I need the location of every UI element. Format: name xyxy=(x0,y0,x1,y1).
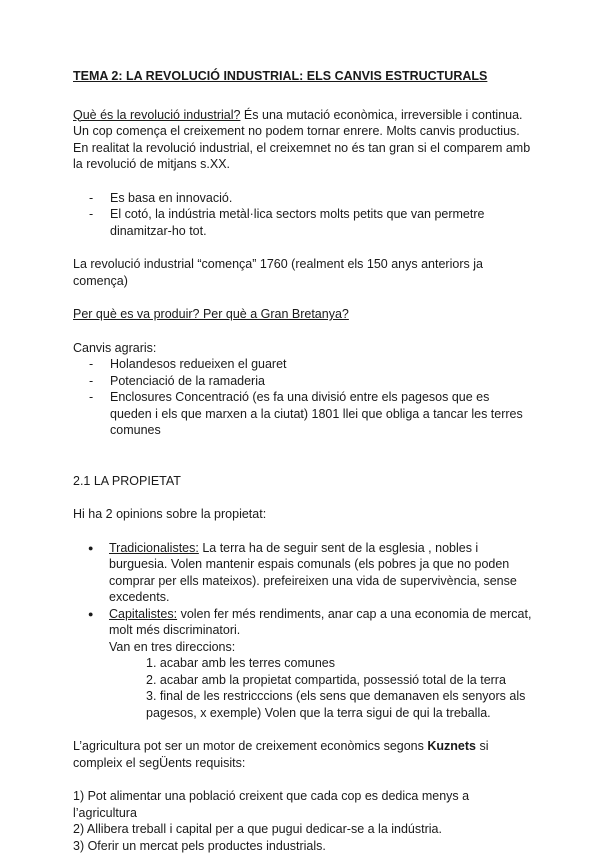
traditionalists-text: La terra ha de seguir sent de la esglesia , nobles i burguesia. Volen mantenir espais comunals (els pobres ja que no poden comprar per ells mateixos). prefeireixen una vida de supervivència, sense excedents. xyxy=(109,541,517,605)
document-page xyxy=(73,68,533,854)
list-item: - Potenciació de la ramaderia xyxy=(73,373,533,390)
list-item: 1. acabar amb les terres comunes xyxy=(146,655,533,672)
intro-paragraph xyxy=(73,107,533,173)
list-item: 2. acabar amb la propietat compartida, possessió total de la terra xyxy=(146,672,533,689)
intro-text: És una mutació econòmica, irreversible i continua. Un cop comença el creixement no podem tornar enrere. Molts canvis productius. En realitat la revolució industrial, el creixemnet no és tan gran si el comparem amb la revolució de mitjans s.XX. xyxy=(73,108,530,172)
opinions-list xyxy=(73,540,533,656)
requirements-list xyxy=(73,788,533,854)
kuznets-name: Kuznets xyxy=(427,739,476,753)
list-item: 3) Oferir un mercat pels productes industrials. xyxy=(73,838,533,854)
directions-text: Van en tres direccions: xyxy=(109,639,533,656)
capitalists-label: Capitalistes: xyxy=(109,607,177,621)
intro-question: Què és la revolució industrial? xyxy=(73,108,240,122)
list-item: 3. final de les restricccions (els sens que demanaven els senyors als pagesos, x exemple) Volen que la terra sigui de qui la treballa. xyxy=(146,688,533,721)
intro-list xyxy=(73,190,533,240)
document-title: TEMA 2: LA REVOLUCIÓ INDUSTRIAL: ELS CANVIS ESTRUCTURALS xyxy=(73,68,533,85)
list-item: - Enclosures Concentració (es fa una divisió entre els pagesos que es queden i els que marxen a la ciutat) 1801 llei que obliga a tancar les terres comunes xyxy=(73,389,533,439)
capitalists-text: volen fer més rendiments, anar cap a una economia de mercat, molt més discriminatori. xyxy=(109,607,531,638)
list-item: - El cotó, la indústria metàl·lica sectors molts petits que van permetre dinamitzar-ho tot. xyxy=(73,206,533,239)
list-item: 2) Allibera treball i capital per a que pugui dedicar-se a la indústria. xyxy=(73,821,533,838)
kuznets-text-before: L’agricultura pot ser un motor de creixement econòmics segons xyxy=(73,739,427,753)
agrarian-heading: Canvis agraris: xyxy=(73,340,533,357)
kuznets-paragraph xyxy=(73,738,533,771)
list-item: - Es basa en innovació. xyxy=(73,190,533,207)
directions-list xyxy=(73,655,533,721)
list-item: 1) Pot alimentar una població creixent que cada cop es dedica menys a l’agricultura xyxy=(73,788,533,821)
section-heading: 2.1 LA PROPIETAT xyxy=(73,473,533,490)
opinions-text: Hi ha 2 opinions sobre la propietat: xyxy=(73,506,533,523)
list-item xyxy=(73,606,533,656)
agrarian-list xyxy=(73,356,533,439)
why-question: Per què es va produir? Per què a Gran Bretanya? xyxy=(73,306,533,323)
list-item xyxy=(73,540,533,606)
list-item: - Holandesos redueixen el guaret xyxy=(73,356,533,373)
kuznets-text-after: si compleix el segÜents requisits: xyxy=(73,739,488,770)
traditionalists-label: Tradicionalistes: xyxy=(109,541,199,555)
start-text: La revolució industrial “comença” 1760 (realment els 150 anys anteriors ja comença) xyxy=(73,256,533,289)
